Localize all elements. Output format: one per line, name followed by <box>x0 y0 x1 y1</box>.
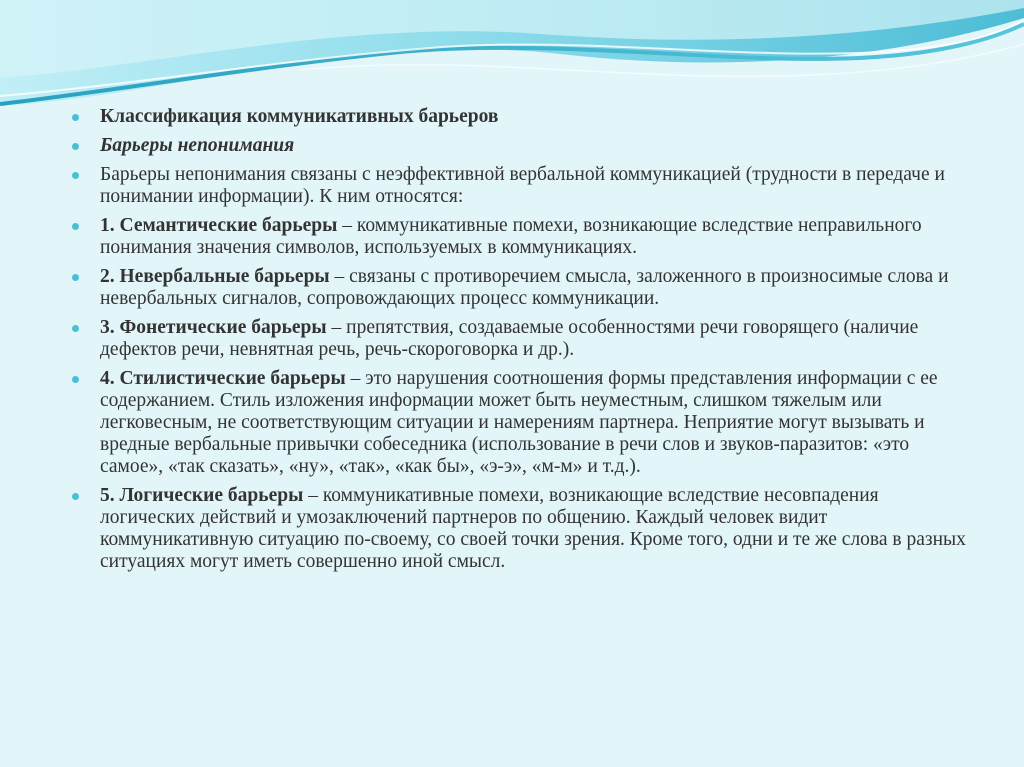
list-item <box>72 215 972 259</box>
item-body: – препятствия, создаваемые особенностями речи говорящего (наличие дефектов речи, невнятная речь, речь-скороговорка и др.). <box>100 317 919 360</box>
list-item <box>72 368 972 478</box>
item-body: – коммуникативные помехи, возникающие вследствие неправильного понимания значения символов, используемых в коммуникациях. <box>100 215 922 258</box>
list-item <box>72 266 972 310</box>
bullet-dot-icon <box>72 114 79 121</box>
list-item <box>72 106 972 128</box>
bullet-dot-icon <box>72 325 79 332</box>
item-title: 4. Стилистические барьеры <box>100 368 346 389</box>
bullet-dot-icon <box>72 223 79 230</box>
item-title: Классификация коммуникативных барьеров <box>100 106 499 127</box>
item-title: 5. Логические барьеры <box>100 485 304 506</box>
bullet-dot-icon <box>72 493 79 500</box>
item-body: – связаны с противоречием смысла, заложенного в произносимые слова и невербальных сигналов, сопровождающих процесс коммуникации. <box>100 266 949 309</box>
item-body: – коммуникативные помехи, возникающие вследствие несовпадения логических действий и умозаключений партнеров по общению. Каждый человек видит коммуникативную ситуацию по-своему, со своей точки зрения. Кроме того, одни и те же слова в разных ситуациях могут иметь совершенно иной смысл. <box>100 485 966 572</box>
item-body: Барьеры непонимания связаны с неэффективной вербальной коммуникацией (трудности в передаче и понимании информации). К ним относятся: <box>100 164 945 207</box>
list-item <box>72 164 972 208</box>
bullet-dot-icon <box>72 143 79 150</box>
item-title: 1. Семантические барьеры <box>100 215 338 236</box>
list-item <box>72 317 972 361</box>
bullet-dot-icon <box>72 376 79 383</box>
content-area <box>72 106 972 580</box>
list-item <box>72 135 972 157</box>
bullet-list <box>72 106 972 573</box>
item-title: 2. Невербальные барьеры <box>100 266 330 287</box>
item-title: Барьеры непонимания <box>100 135 295 156</box>
wave-header-decoration <box>0 0 1024 120</box>
bullet-dot-icon <box>72 172 79 179</box>
list-item <box>72 485 972 573</box>
bullet-dot-icon <box>72 274 79 281</box>
item-title: 3. Фонетические барьеры <box>100 317 327 338</box>
item-body: – это нарушения соотношения формы представления информации с ее содержанием. Стиль изложения информации может быть неуместным, слишком тяжелым или легковесным, не соответствующим ситуации и намерениям партнера. Неприятие могут вызывать и вредные вербальные привычки собеседника (использование в речи слов и звуков-паразитов: «это самое», «так сказать», «ну», «так», «как бы», «э-э», «м-м» и т.д.). <box>100 368 938 477</box>
